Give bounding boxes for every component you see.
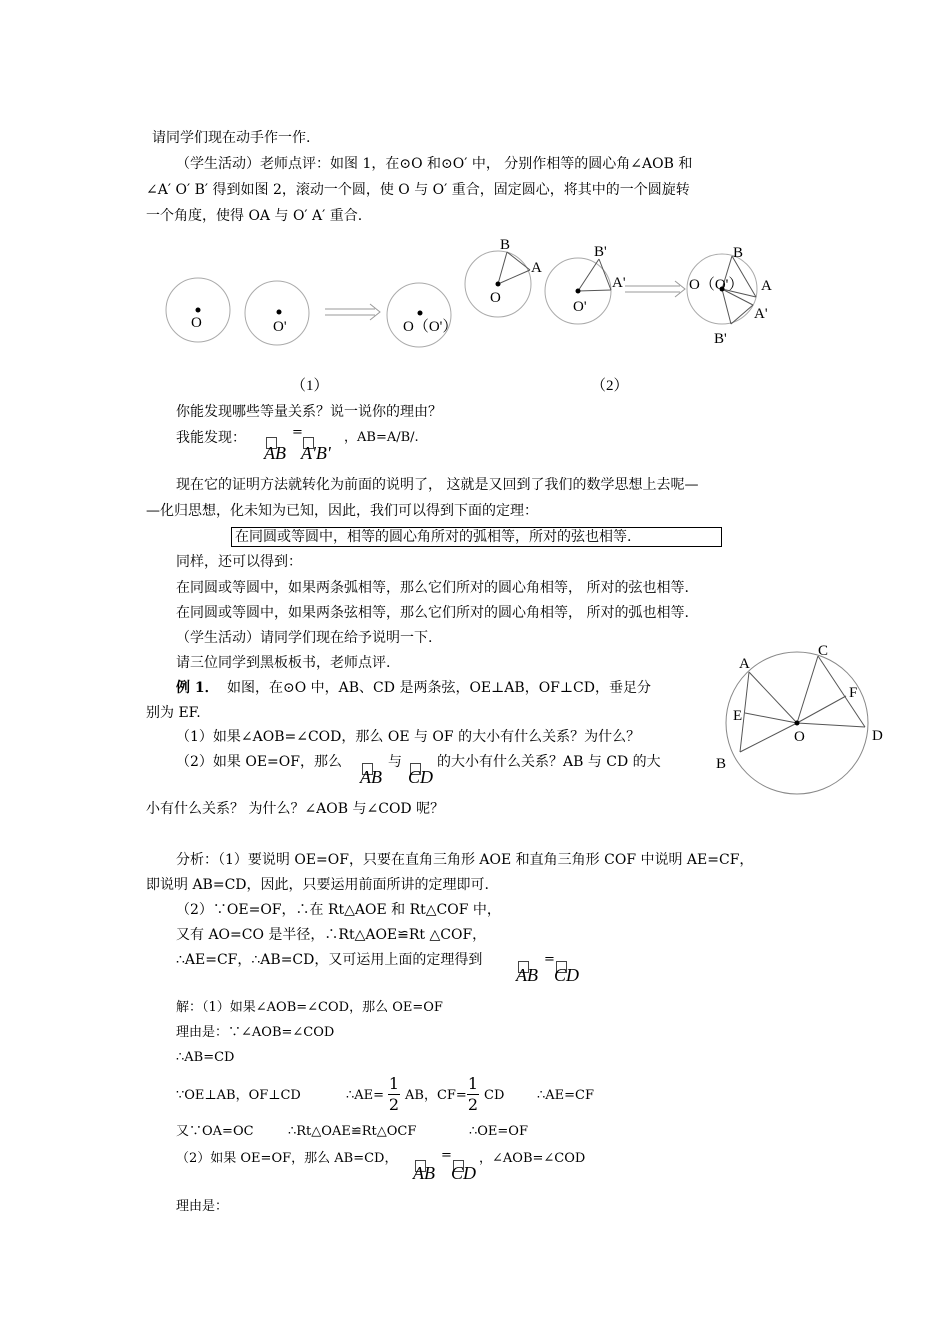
fig1-label-o: O — [191, 315, 202, 331]
corollary-2: 在同圆或等圆中，如果两条弦相等，那么它们所对的圆心角相等， 所对的弧也相等. — [176, 605, 689, 621]
transform-text-1: 现在它的证明方法就转化为前面的说明了， 这就是又回到了我们的数学思想上去呢— — [176, 477, 699, 493]
fraction-numerator: 1 — [467, 1074, 479, 1093]
activity-text-1: （学生活动）老师点评：如图 1，在⊙O 和⊙O′ 中， 分别作相等的圆心角∠AOB 和 — [176, 156, 693, 172]
solution-text-2: 理由是：∵∠AOB=∠COD — [176, 1025, 335, 1040]
similar-text: 同样，还可以得到： — [176, 554, 302, 570]
analysis-text-2: 即说明 AB=CD，因此，只要运用前面所讲的定理即可. — [146, 877, 489, 893]
fig2-label-b-prime: B' — [594, 244, 607, 260]
question-1: 你能发现哪些等量关系？说一说你的理由？ — [176, 404, 442, 420]
activity-text-2: ∠A′ O′ B′ 得到如图 2，滚动一个圆，使 O 与 O′ 重合，固定圆心，将其中的一个圆旋转 — [146, 182, 690, 198]
question-part-2-suffix: 的大小有什么关系？AB 与 CD 的大 — [437, 754, 661, 770]
ex-label-c: C — [818, 643, 829, 659]
example-label: 例 1． — [176, 680, 219, 696]
activity-text-4: （学生活动）请同学们现在给予说明一下. — [176, 630, 433, 646]
solution-text-7: 理由是： — [176, 1199, 229, 1214]
fraction-denominator: 2 — [388, 1095, 400, 1114]
example-text-2: 别为 EF. — [146, 705, 201, 721]
ex-label-a: A — [739, 656, 750, 672]
fig2-label-a-prime: A' — [612, 275, 626, 291]
fig1-label-merged: O（O'） — [403, 319, 458, 335]
ex-label-d: D — [872, 728, 883, 744]
example-text-1: 如图，在⊙O 中，AB、CD 是两条弦，OE⊥AB，OF⊥CD，垂足分 — [227, 680, 651, 696]
figure-2 — [465, 237, 772, 347]
fraction-numerator: 1 — [388, 1074, 400, 1093]
analysis-text-3: （2）∵OE=OF，∴在 Rt△AOE 和 Rt△COF 中， — [176, 902, 501, 918]
fig2-label-a: A — [531, 260, 542, 276]
solution-4d: CD — [484, 1088, 505, 1103]
arc-a1b1: A'B' — [301, 443, 331, 463]
solution-5a: 又∵OA=OC — [176, 1124, 254, 1139]
activity-text-3: 一个角度，使得 OA 与 O′ A′ 重合. — [146, 208, 363, 224]
fig2-merged-a: A — [761, 278, 772, 294]
solution-4c: AB，CF= — [405, 1088, 467, 1103]
arc-cd: CD — [408, 767, 434, 787]
ex-label-f: F — [849, 685, 858, 701]
fig2-label-merged: O（O'） — [689, 277, 744, 293]
fraction-half — [388, 1075, 400, 1114]
ex-label-e: E — [733, 708, 743, 724]
question-and: 与 — [388, 754, 402, 770]
example-circle-figure — [716, 643, 883, 794]
fig2-merged-b-prime: B' — [714, 331, 727, 347]
arc-cd-3: CD — [451, 1163, 477, 1183]
solution-6-suffix: ，∠AOB=∠COD — [479, 1151, 586, 1166]
fig1-label-o-prime: O' — [273, 319, 287, 335]
fig2-merged-b: B — [733, 245, 744, 261]
arc-ab-3: AB — [516, 965, 538, 985]
intro-text: 请同学们现在动手作一作. — [152, 130, 311, 146]
arc-ab-2: AB — [360, 767, 382, 787]
solution-4e: ∴AE=CF — [537, 1088, 595, 1103]
blackboard-text: 请三位同学到黑板板书，老师点评. — [176, 655, 391, 671]
fig2-merged-a-prime: A' — [754, 306, 768, 322]
transform-text-2: —化归思想，化未知为已知，因此，我们可以得到下面的定理： — [146, 503, 538, 519]
question-part-2-line2: 小有什么关系？ 为什么？∠AOB 与∠COD 呢？ — [146, 801, 445, 817]
analysis-text-4: 又有 AO=CO 是半径，∴Rt△AOE≌Rt △COF， — [176, 927, 487, 943]
solution-text-3: ∴AB=CD — [176, 1050, 235, 1065]
fig2-label-b: B — [500, 237, 511, 253]
solution-4a: ∵OE⊥AB，OF⊥CD — [176, 1088, 301, 1103]
question-part-1: （1）如果∠AOB=∠COD，那么 OE 与 OF 的大小有什么关系？为什么？ — [176, 729, 641, 745]
solution-text-1: 解：（1）如果∠AOB=∠COD，那么 OE=OF — [176, 1000, 443, 1015]
analysis-text-5: ∴AE=CF，∴AB=CD，又可运用上面的定理得到 — [176, 952, 483, 968]
solution-4b: ∴AE= — [346, 1088, 385, 1103]
equals-sign: = — [292, 425, 303, 440]
discover-prefix: 我能发现： — [176, 430, 246, 446]
question-part-2-prefix: （2）如果 OE=OF，那么 — [176, 754, 342, 770]
discover-suffix: ，AB=A/B/. — [344, 430, 419, 445]
solution-5b: ∴Rt△OAE≌Rt△OCF — [288, 1124, 417, 1139]
arc-cd-2: CD — [554, 965, 580, 985]
corollary-1: 在同圆或等圆中，如果两条弧相等，那么它们所对的圆心角相等， 所对的弦也相等. — [176, 580, 689, 596]
ex-label-b: B — [716, 756, 727, 772]
fig2-label-o-prime: O' — [573, 299, 587, 315]
arc-ab-4: AB — [413, 1163, 435, 1183]
fraction-half-2 — [467, 1075, 479, 1114]
figure-1 — [166, 278, 457, 347]
equals-sign: = — [544, 952, 555, 967]
arc-ab: AB — [264, 443, 286, 463]
fig2-caption: （2） — [591, 378, 629, 394]
ex-label-o: O — [794, 729, 805, 745]
equals-sign: = — [441, 1148, 452, 1163]
fraction-denominator: 2 — [467, 1095, 479, 1114]
solution-6-prefix: （2）如果 OE=OF，那么 AB=CD， — [176, 1151, 398, 1166]
theorem-box: 在同圆或等圆中，相等的圆心角所对的弧相等，所对的弦也相等. — [231, 527, 722, 547]
analysis-text-1: 分析：（1）要说明 OE=OF，只要在直角三角形 AOE 和直角三角形 COF 中说明 AE=CF， — [176, 852, 754, 868]
solution-5c: ∴OE=OF — [469, 1124, 528, 1139]
fig1-caption: （1） — [291, 378, 329, 394]
fig2-label-o: O — [490, 290, 501, 306]
